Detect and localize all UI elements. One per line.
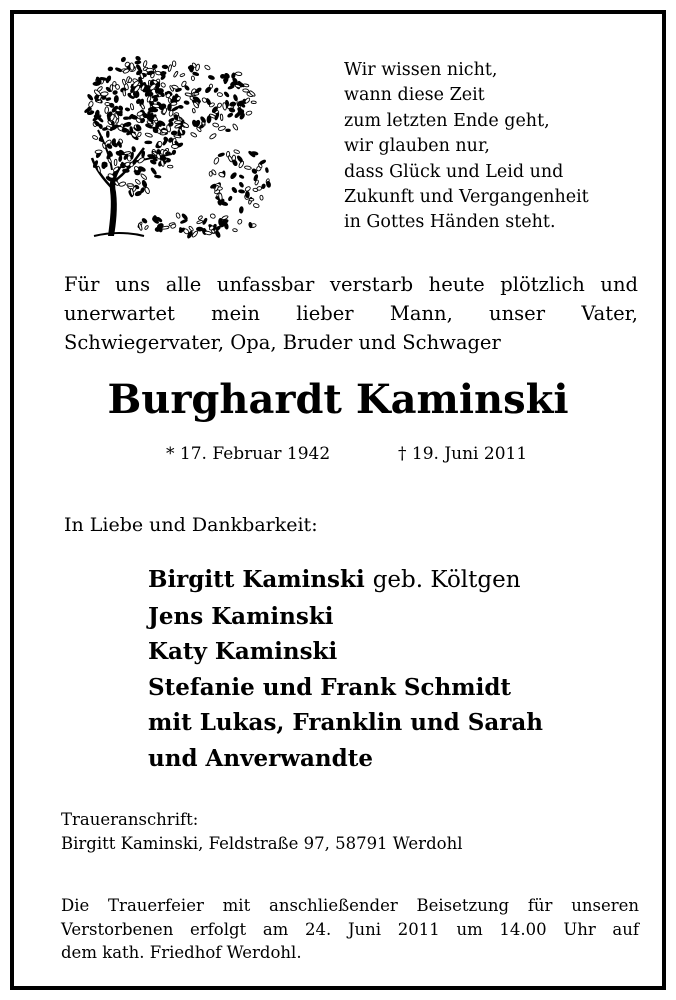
- ceremony-notice: [61, 894, 639, 965]
- poem-line: zum letzten Ende geht,: [344, 110, 550, 131]
- poem-line: wir glauben nur,: [344, 136, 490, 157]
- poem-line: dass Glück und Leid und: [344, 161, 564, 182]
- family-member: und Anverwandte: [148, 744, 373, 772]
- poem-line: wann diese Zeit: [344, 85, 485, 106]
- ceremony-line: dem kath. Friedhof Werdohl.: [61, 943, 302, 962]
- windblown-tree-icon: [74, 30, 274, 245]
- intro-line: Für uns alle unfassbar verstarb heute plötzlich und: [64, 273, 638, 296]
- mourning-address: [61, 808, 462, 855]
- family-member: Jens Kaminski: [148, 602, 334, 630]
- family-member: Stefanie und Frank Schmidt: [148, 673, 512, 701]
- ceremony-line: Verstorbenen erfolgt am 24. Juni 2011 um 14.00 Uhr auf: [61, 919, 639, 939]
- address-value: Birgitt Kaminski, Feldstraße 97, 58791 Werdohl: [61, 833, 463, 853]
- family-member-name: Birgitt Kaminski: [148, 566, 365, 593]
- address-label: Traueranschrift:: [61, 810, 199, 829]
- family-member: [148, 562, 543, 599]
- intro-line: Schwiegervater, Opa, Bruder und Schwager: [64, 331, 501, 354]
- thanks-heading: In Liebe und Dankbarkeit:: [64, 514, 318, 536]
- intro-line: unerwartet mein lieber Mann, unser Vater,: [64, 302, 638, 325]
- poem-line: in Gottes Händen steht.: [344, 212, 556, 233]
- poem: [344, 58, 589, 236]
- poem-line: Wir wissen nicht,: [344, 60, 498, 80]
- deceased-name: Burghardt Kaminski: [107, 376, 569, 423]
- obituary-frame: [10, 10, 666, 990]
- ceremony-line: Die Trauerfeier mit anschließender Beisetzung für unseren: [61, 896, 639, 915]
- birth-date: * 17. Februar 1942: [166, 444, 331, 464]
- death-date: † 19. Juni 2011: [398, 444, 528, 464]
- family-member: Katy Kaminski: [148, 638, 338, 665]
- maiden-name: geb. Költgen: [372, 567, 521, 593]
- poem-line: Zukunft und Vergangenheit: [344, 187, 589, 208]
- family-member: mit Lukas, Franklin und Sarah: [148, 709, 543, 736]
- family-list: [148, 562, 543, 776]
- intro-text: [64, 270, 638, 357]
